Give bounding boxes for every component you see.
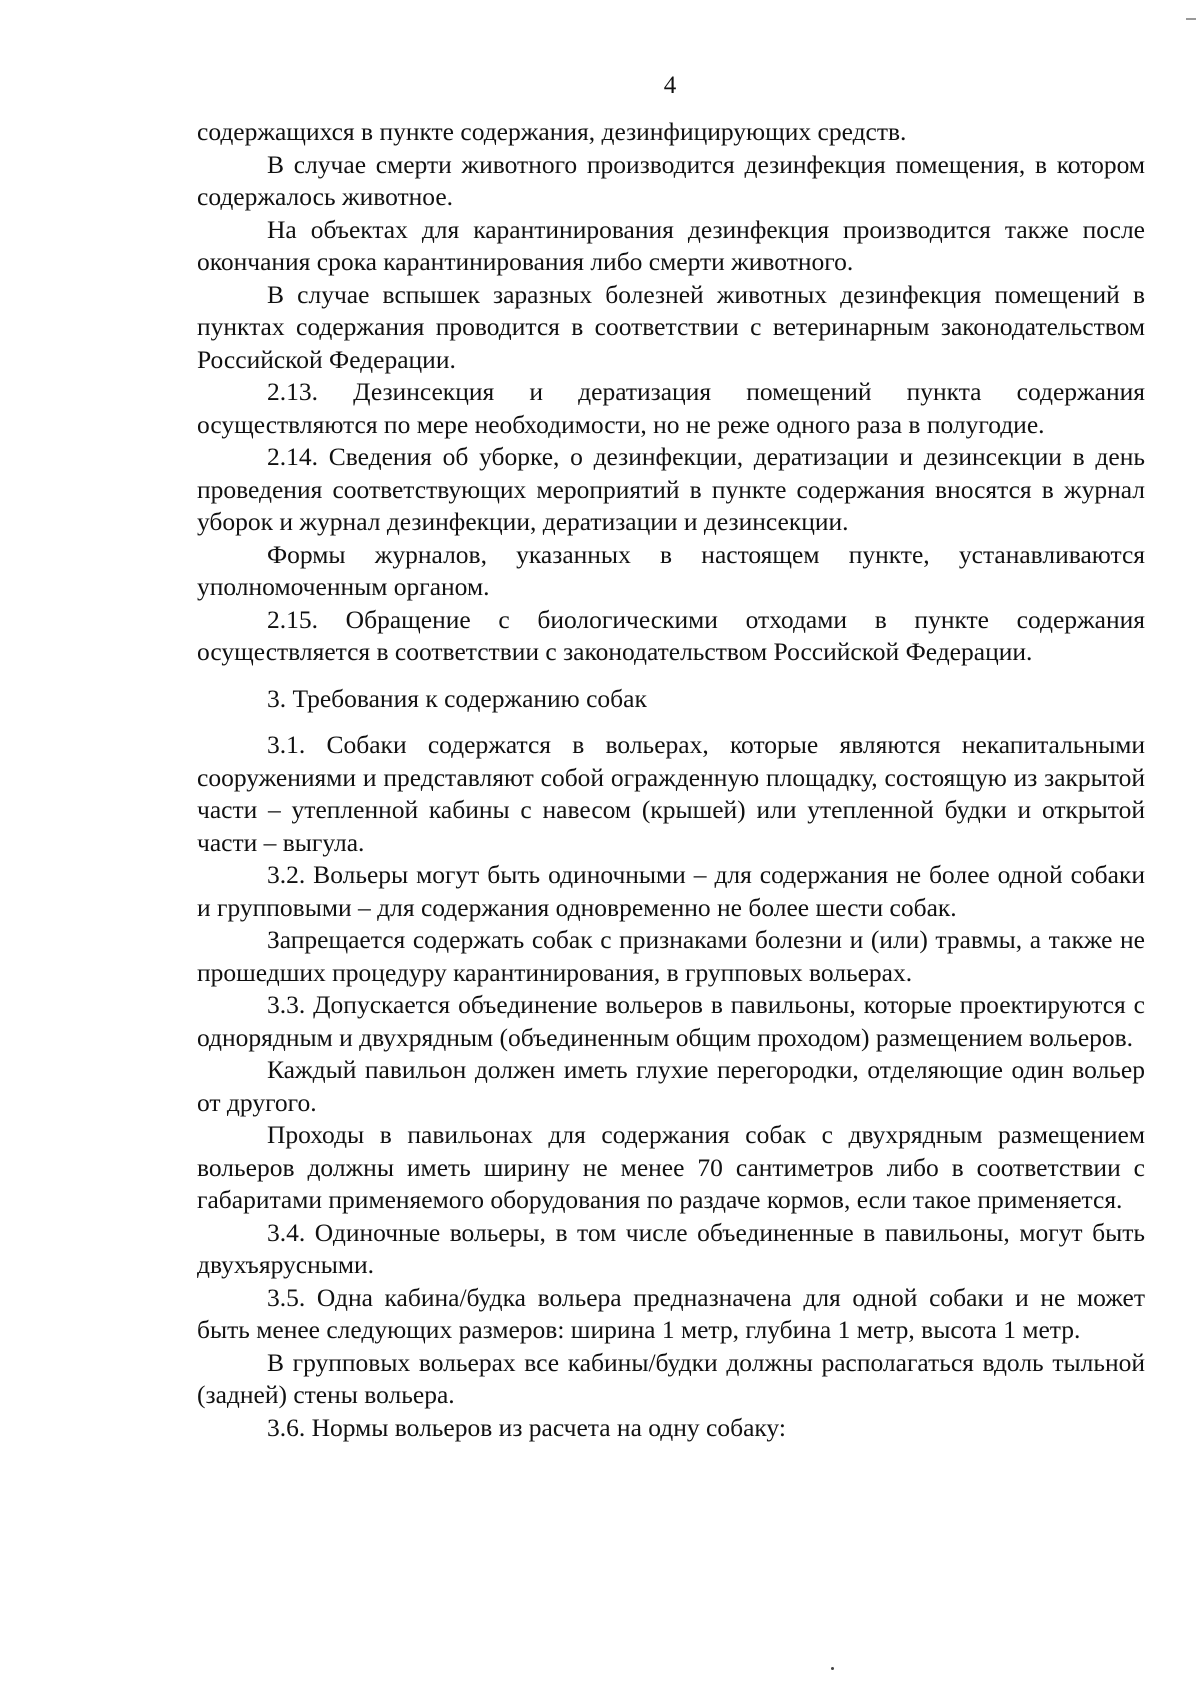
page-number: 4 [663, 72, 677, 99]
paragraph-3-2: 3.2. Вольеры могут быть одиночными – для содержания не более одной собаки и групповыми – для содержания одновременно не более шести собак. [197, 860, 1145, 922]
paragraph-3-5: 3.5. Одна кабина/будка вольера предназначена для одной собаки и не может быть менее следующих размеров: ширина 1 метр, глубина 1 метр, высота 1 метр. [197, 1282, 1145, 1344]
scan-edge-mark [1186, 18, 1196, 20]
paragraph: Формы журналов, указанных в настоящем пункте, устанавливаются уполномоченным органом. [197, 539, 1145, 601]
paragraph-continuation: содержащихся в пункте содержания, дезинфицирующих средств. [197, 117, 907, 146]
paragraph-2-15: 2.15. Обращение с биологическими отходами в пункте содержания осуществляется в соответствии с законодательством Российской Федерации. [197, 604, 1145, 666]
paragraph-3-1: 3.1. Собаки содержатся в вольерах, которые являются некапитальными сооружениями и представляют собой огражденную площадку, состоящую из закрытой части – утепленной кабины с навесом (крышей) или утепленной будки и открытой части – выгула. [197, 730, 1145, 857]
paragraph: В групповых вольерах все кабины/будки должны располагаться вдоль тыльной (задней) стены вольера. [197, 1347, 1145, 1409]
paragraph: На объектах для карантинирования дезинфекция производится также после окончания срока карантинирования либо смерти животного. [197, 214, 1145, 276]
paragraph-3-3: 3.3. Допускается объединение вольеров в павильоны, которые проектируются с однорядным и двухрядным (объединенным общим проходом) размещением вольеров. [197, 990, 1145, 1052]
paragraph-3-6: 3.6. Нормы вольеров из расчета на одну собаку: [267, 1412, 786, 1442]
section-heading: 3. Требования к содержанию собак [267, 683, 647, 713]
paragraph-2-14: 2.14. Сведения об уборке, о дезинфекции, дератизации и дезинсекции в день проведения соответствующих мероприятий в пункте содержания вносятся в журнал уборок и журнал дезинфекции, дератизации и дезинсекции. [197, 442, 1145, 536]
paragraph-3-4: 3.4. Одиночные вольеры, в том числе объединенные в павильоны, могут быть двухъярусными. [197, 1217, 1145, 1279]
paragraph: Проходы в павильонах для содержания собак с двухрядным размещением вольеров должны иметь ширину не менее 70 сантиметров либо в соответствии с габаритами применяемого оборудования по раздаче кормов, если такое применяется. [197, 1120, 1145, 1214]
paragraph: Каждый павильон должен иметь глухие перегородки, отделяющие один вольер от другого. [197, 1055, 1145, 1117]
paragraph: Запрещается содержать собак с признаками болезни и (или) травмы, а также не прошедших процедуру карантинирования, в групповых вольерах. [197, 925, 1145, 987]
document-body [197, 116, 1145, 1444]
paragraph-2-13: 2.13. Дезинсекция и дератизация помещений пункта содержания осуществляются по мере необходимости, но не реже одного раза в полугодие. [197, 377, 1145, 439]
scan-dot [831, 1667, 834, 1670]
paragraph: В случае смерти животного производится дезинфекция помещения, в котором содержалось животное. [197, 149, 1145, 211]
paragraph: В случае вспышек заразных болезней животных дезинфекция помещений в пунктах содержания проводится в соответствии с ветеринарным законодательством Российской Федерации. [197, 279, 1145, 374]
